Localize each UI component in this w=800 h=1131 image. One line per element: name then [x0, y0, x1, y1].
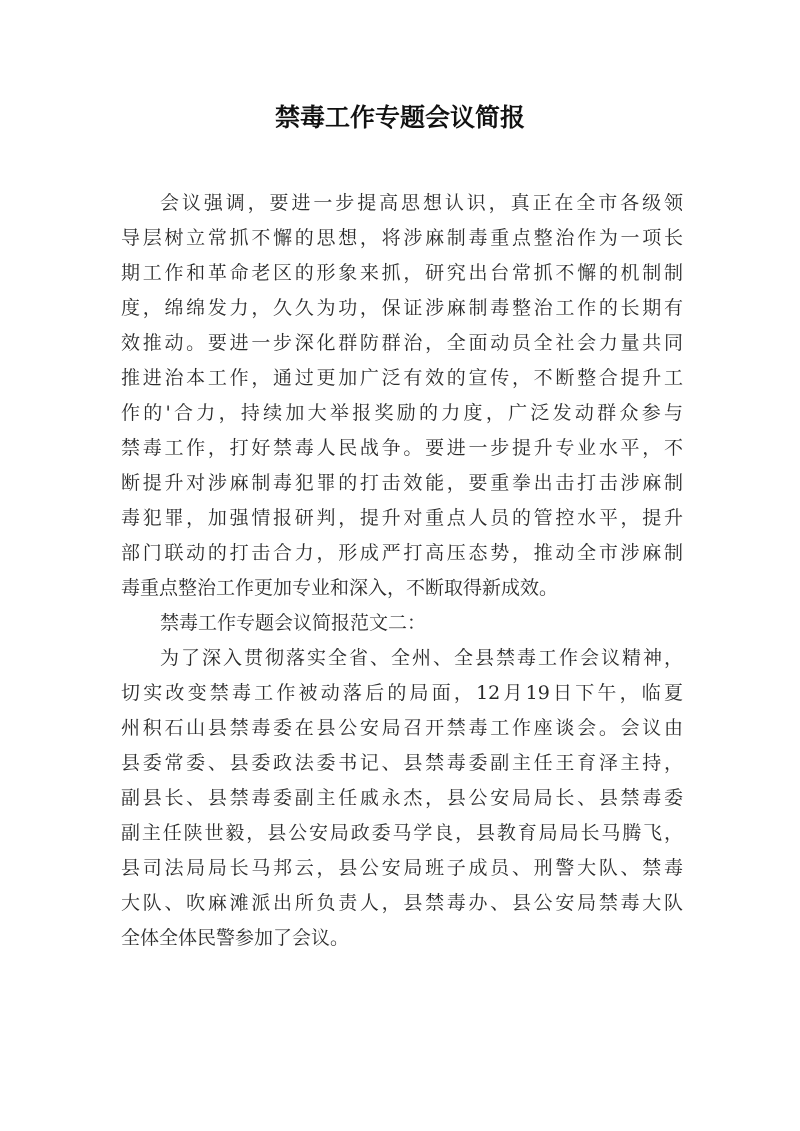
document-body	[121, 186, 683, 956]
text-line: 期工作和革命老区的形象来抓，研究出台常抓不懈的机制制	[121, 262, 683, 284]
text-line: 毒重点整治工作更加专业和深入，不断取得新成效。	[121, 577, 559, 599]
text-line: 毒犯罪，加强情报研判，提升对重点人员的管控水平，提升	[121, 507, 683, 529]
text-line: 大队、吹麻滩派出所负责人，县禁毒办、县公安局禁毒大队	[121, 892, 683, 914]
text-line: 全体全体民警参加了会议。	[121, 927, 350, 949]
text-line: 会议强调，要进一步提高思想认识，真正在全市各级领	[160, 192, 683, 214]
document-title: 禁毒工作专题会议简报	[274, 103, 525, 132]
text-line: 推进治本工作，通过更加广泛有效的宣传，不断整合提升工	[121, 367, 683, 389]
text-line: 度，绵绵发力，久久为功，保证涉麻制毒整治工作的长期有	[121, 297, 683, 319]
text-line: 县司法局局长马邦云，县公安局班子成员、刑警大队、禁毒	[121, 857, 683, 879]
section-heading: 禁毒工作专题会议简报范文二：	[160, 612, 427, 634]
text-line: 禁毒工作，打好禁毒人民战争。要进一步提升专业水平，不	[121, 437, 683, 459]
text-line: 切实改变禁毒工作被动落后的局面，12月19日下午，临夏	[121, 682, 683, 704]
text-line: 为了深入贯彻落实全省、全州、全县禁毒工作会议精神，	[160, 647, 683, 669]
text-line: 部门联动的打击合力，形成严打高压态势，推动全市涉麻制	[121, 542, 683, 564]
text-line: 副主任陕世毅，县公安局政委马学良，县教育局局长马腾飞，	[121, 822, 683, 844]
text-line: 县委常委、县委政法委书记、县禁毒委副主任王育泽主持，	[121, 752, 683, 774]
text-line: 副县长、县禁毒委副主任戚永杰，县公安局局长、县禁毒委	[121, 787, 683, 809]
text-line: 断提升对涉麻制毒犯罪的打击效能，要重拳出击打击涉麻制	[121, 472, 683, 494]
text-line: 导层树立常抓不懈的思想，将涉麻制毒重点整治作为一项长	[121, 227, 683, 249]
text-line: 效推动。要进一步深化群防群治，全面动员全社会力量共同	[121, 332, 683, 354]
text-line: 州积石山县禁毒委在县公安局召开禁毒工作座谈会。会议由	[121, 717, 683, 739]
text-line: 作的'合力，持续加大举报奖励的力度，广泛发动群众参与	[121, 402, 683, 424]
